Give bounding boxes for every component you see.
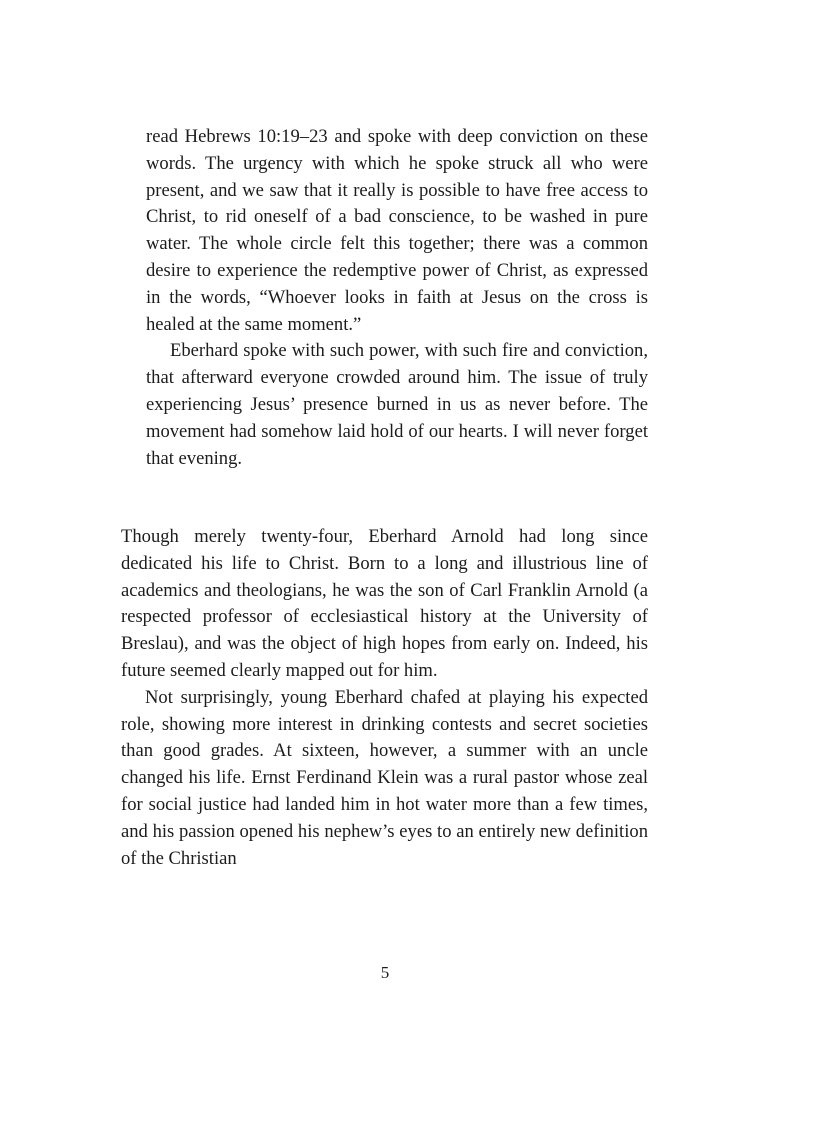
quote-paragraph-2: Eberhard spoke with such power, with such fire and conviction, that afterward everyone crowded around him. The issue of truly experiencing Jesus’ presence burned in us as never before. The movement had somehow laid hold of our hearts. I will never forget that evening. [146,340,648,469]
quote-paragraph-1: read Hebrews 10:19–23 and spoke with deep conviction on these words. The urgency with which he spoke struck all who were present, and we saw that it really is possible to have free access to Christ, to rid oneself of a bad conscience, to be washed in pure water. The whole circle felt this together; there was a common desire to experience the redemptive power of Christ, as expressed in the words, “Whoever looks in faith at Jesus on the cross is healed at the same moment.” [146,126,648,335]
body-text [121,524,648,872]
body-paragraph-2: Not surprisingly, young Eberhard chafed at playing his expected role, showing more interest in drinking contests and secret societies than good grades. At sixteen, however, a summer with an uncle changed his life. Ernst Ferdinand Klein was a rural pastor whose zeal for social justice had landed him in hot water more than a few times, and his passion opened his nephew’s eyes to an entirely new definition of the Christian [121,686,648,869]
block-quote [146,124,648,472]
page-number: 5 [380,963,390,982]
body-paragraph-1: Though merely twenty-four, Eberhard Arnold had long since dedicated his life to Christ. Born to a long and illustrious line of academics and theologians, he was the son of Carl Franklin Arnold (a respected professor of ecclesiastical history at the University of Breslau), and was the object of high hopes from early on. Indeed, his future seemed clearly mapped out for him. [121,526,648,681]
